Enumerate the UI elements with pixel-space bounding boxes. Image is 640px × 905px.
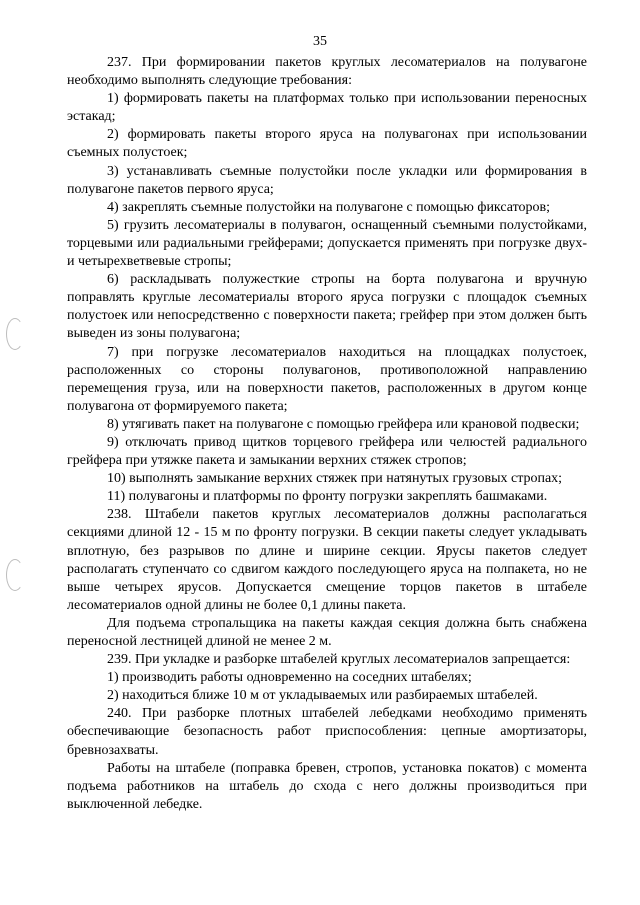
punch-hole-mark (6, 318, 24, 350)
page-number: 35 (313, 34, 327, 49)
clause-237-item-11: 11) полувагоны и платформы по фронту погрузки закреплять башмаками. (107, 489, 548, 505)
clause-240-winch: Работы на штабеле (поправка бревен, стропов, установка покатов) с момента подъема работников на штабель до схода с него должны производиться при выключенной лебедке. (67, 760, 587, 812)
clause-237-item-7: 7) при погрузке лесоматериалов находиться на площадках полустоек, расположенных со стороны полувагонов, противоположной направлению перемещения груза, или на поверхности пакетов, расположенных в другом конце полувагона от формируемого пакета; (67, 344, 587, 414)
punch-hole-mark (6, 559, 24, 591)
clause-239-intro: 239. При укладке и разборке штабелей круглых лесоматериалов запрещается: (107, 652, 571, 668)
clause-239-item-2: 2) находиться ближе 10 м от укладываемых или разбираемых штабелей. (107, 688, 538, 704)
clause-239-item-1: 1) производить работы одновременно на соседних штабелях; (107, 670, 472, 686)
clause-237-item-6: 6) раскладывать полужесткие стропы на борта полувагона и вручную поправлять круглые лесоматериалы второго яруса погрузки с площадок съемных полустоек или непосредственно с поверхности пакета; грейфер при этом должен быть выведен из зоны полувагона; (67, 272, 587, 342)
clause-237-item-5: 5) грузить лесоматериалы в полувагон, оснащенный съемными полустойками, торцевыми или радиальными грейферами; допускается применять при погрузке двух- и четырехветвевые стропы; (67, 217, 587, 270)
clause-238: 238. Штабели пакетов круглых лесоматериалов должны располагаться секциями длиной 12 - 15 м по фронту погрузки. В секции пакеты следует укладывать вплотную, без разрывов по длине и ширине секции. Ярусы пакетов следует располагать ступенчато со сдвигом каждого последующего яруса на полпакета, но не выше четырех ярусов. Допускается смещение торцов пакетов в штабеле лесоматериалов одной длины не более 0,1 длины пакета. (67, 507, 587, 613)
clause-237-item-1: 1) формировать пакеты на платформах только при использовании переносных эстакад; (67, 91, 587, 125)
clause-238-ladder: Для подъема стропальщика на пакеты каждая секция должна быть снабжена переносной лестницей длиной не менее 2 м. (67, 615, 587, 649)
clause-237-item-10: 10) выполнять замыкание верхних стяжек при натянутых грузовых стропах; (107, 471, 563, 487)
clause-237-item-8: 8) утягивать пакет на полувагоне с помощью грейфера или крановой подвески; (107, 416, 580, 432)
clause-237-item-3: 3) устанавливать съемные полустойки после укладки или формирования в полувагоне пакетов первого яруса; (67, 163, 587, 197)
clause-240: 240. При разборке плотных штабелей лебедками необходимо применять обеспечивающие безопасность работ приспособления: цепные амортизаторы, бревнозахваты. (67, 706, 587, 758)
clause-237-intro: 237. При формировании пакетов круглых лесоматериалов на полувагоне необходимо выполнять следующие требования: (67, 55, 587, 89)
clause-237-item-2: 2) формировать пакеты второго яруса на полувагонах при использовании съемных полустоек; (67, 127, 587, 161)
clause-237-item-9: 9) отключать привод щитков торцевого грейфера или челюстей радиального грейфера при утяжке пакета и замыкании верхних стяжек стропов; (67, 434, 587, 469)
document-body (67, 54, 587, 814)
clause-237-item-4: 4) закреплять съемные полустойки на полувагоне с помощью фиксаторов; (107, 199, 551, 215)
